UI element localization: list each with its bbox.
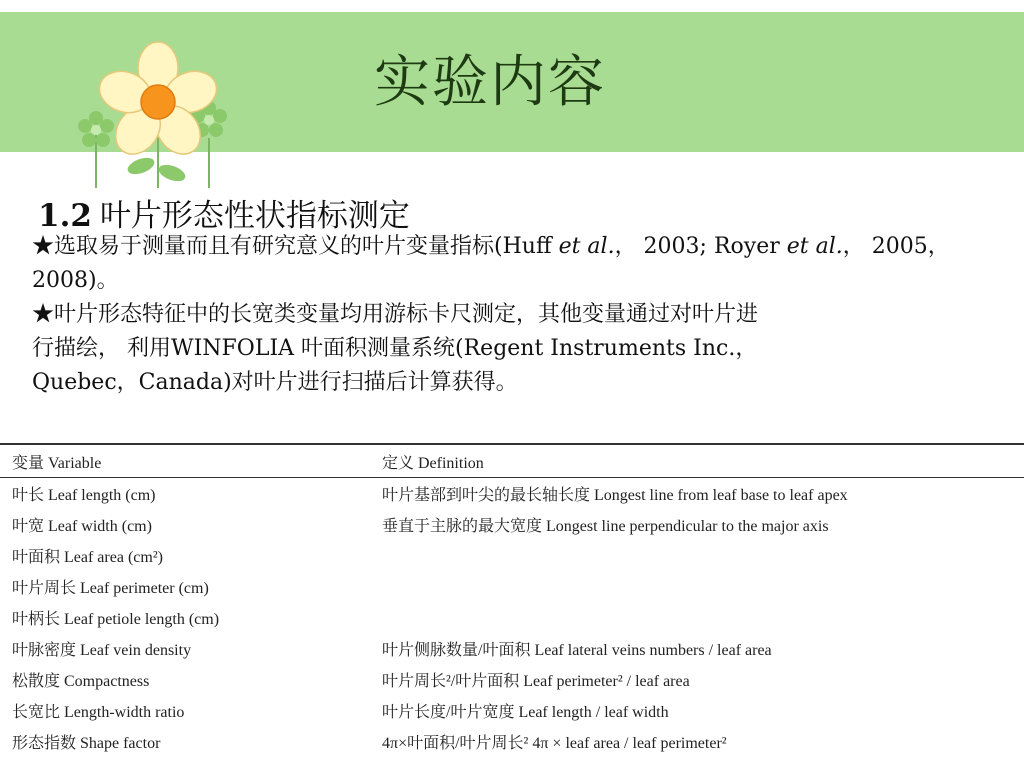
table-row xyxy=(0,571,1024,602)
paragraph-line: ★叶片形态特征中的长宽类变量均用游标卡尺测定，其他变量通过对叶片进 xyxy=(32,302,759,327)
paragraph-italic: et al. xyxy=(786,234,843,259)
cell-variable: 长宽比 Length-width ratio xyxy=(12,704,185,721)
variable-definition-table xyxy=(0,443,1024,757)
cell-variable: 叶长 Leaf length (cm) xyxy=(12,487,156,504)
table-row xyxy=(0,633,1024,664)
section-number: 1.2 xyxy=(38,198,92,234)
cell-variable: 叶脉密度 Leaf vein density xyxy=(12,642,192,659)
cell-definition xyxy=(370,540,1024,571)
section-heading-text: 叶片形态性状指标测定 xyxy=(99,198,410,234)
paragraph-measurement-method xyxy=(32,298,972,400)
paragraph-italic: et al. xyxy=(558,234,615,259)
paragraph-selection-criteria xyxy=(32,230,972,298)
table-row xyxy=(0,509,1024,540)
cell-definition xyxy=(370,602,1024,633)
paragraph-text: ， 2005， 2008)。 xyxy=(32,234,950,293)
cell-variable: 松散度 Compactness xyxy=(12,673,150,690)
paragraph-text: ， 2003; Royer xyxy=(614,234,787,259)
header-definition: 定义 Definition xyxy=(382,454,484,472)
paragraph-line: Quebec，Canada)对叶片进行扫描后计算获得。 xyxy=(32,370,518,395)
cell-variable: 叶柄长 Leaf petiole length (cm) xyxy=(12,611,220,628)
header-variable: 变量 Variable xyxy=(12,454,102,472)
cell-definition: 叶片周长²/叶片面积 Leaf perimeter² / leaf area xyxy=(382,673,690,690)
paragraph-line: 行描绘， 利用WINFOLIA 叶面积测量系统(Regent Instruments Inc.， xyxy=(32,336,758,361)
section-heading xyxy=(38,190,410,235)
table-header-row xyxy=(0,444,1024,478)
cell-variable: 叶面积 Leaf area (cm²) xyxy=(12,549,163,566)
cell-variable: 叶宽 Leaf width (cm) xyxy=(12,518,152,535)
paragraph-text: ★选取易于测量而且有研究意义的叶片变量指标(Huff xyxy=(32,234,559,259)
table-row xyxy=(0,478,1024,510)
cell-definition: 叶片长度/叶片宽度 Leaf length / leaf width xyxy=(382,704,669,721)
table-row xyxy=(0,602,1024,633)
cell-definition xyxy=(370,571,1024,602)
table-row xyxy=(0,664,1024,695)
cell-definition: 4π×叶面积/叶片周长² 4π × leaf area / leaf perimeter² xyxy=(382,735,727,752)
cell-definition: 叶片侧脉数量/叶面积 Leaf lateral veins numbers / leaf area xyxy=(382,642,772,659)
table-row xyxy=(0,726,1024,757)
page-title: 实验内容 xyxy=(374,50,606,115)
cell-variable: 形态指数 Shape factor xyxy=(12,735,161,752)
table-row xyxy=(0,540,1024,571)
table-row xyxy=(0,695,1024,726)
cell-variable: 叶片周长 Leaf perimeter (cm) xyxy=(12,580,209,597)
cell-definition: 垂直于主脉的最大宽度 Longest line perpendicular to the major axis xyxy=(382,518,829,535)
cell-definition: 叶片基部到叶尖的最长轴长度 Longest line from leaf base to leaf apex xyxy=(382,487,848,504)
